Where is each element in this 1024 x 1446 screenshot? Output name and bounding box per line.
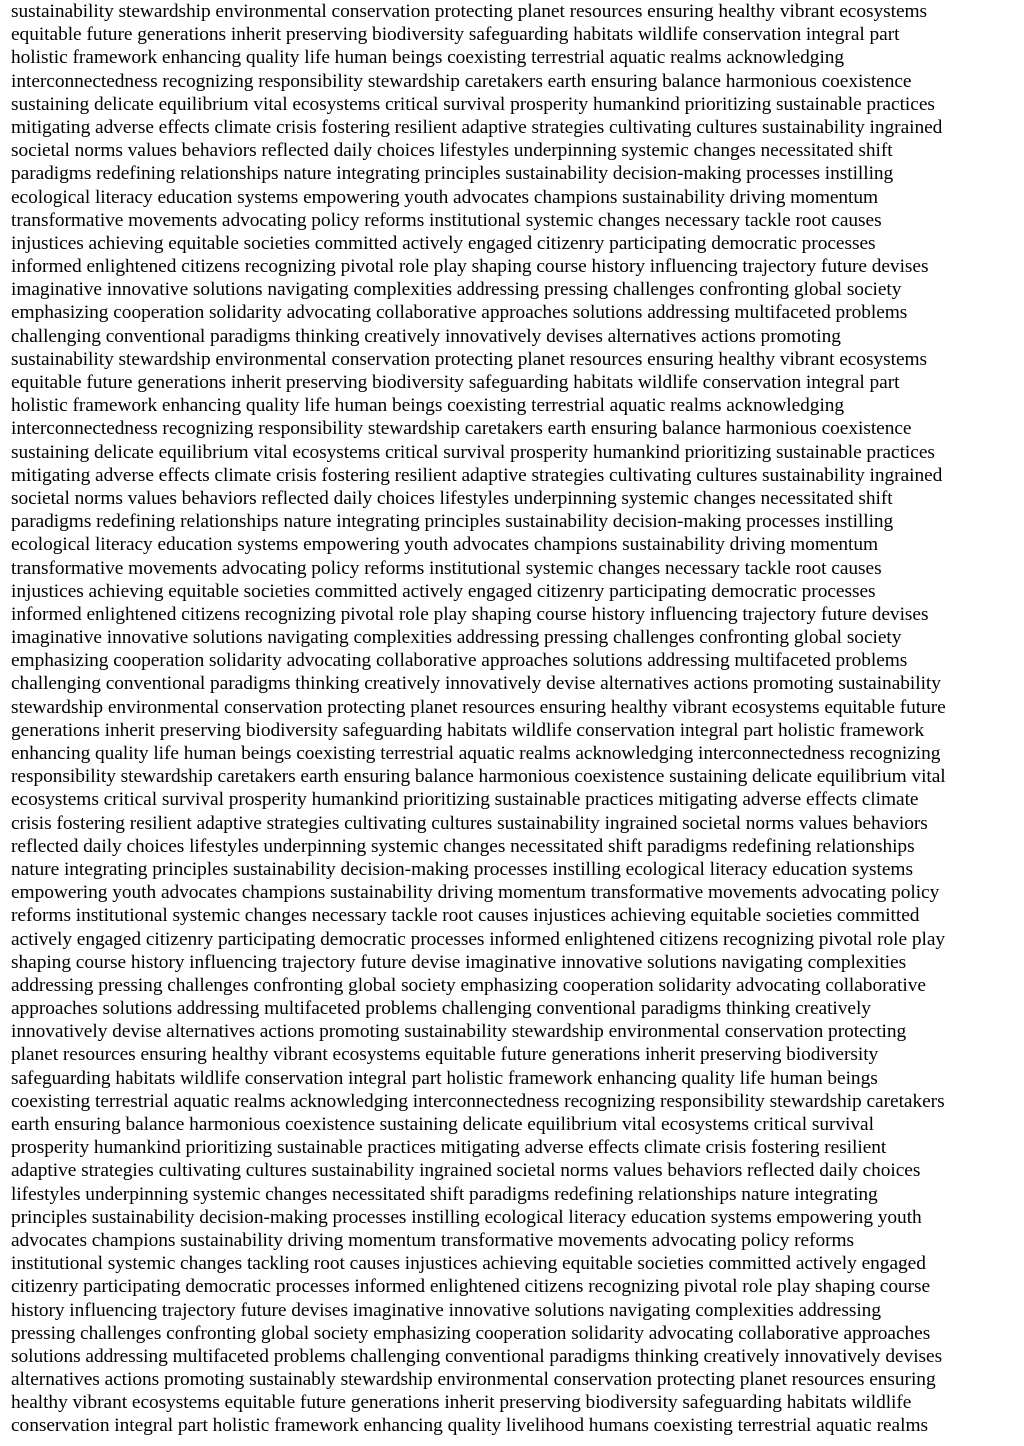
text-line: informed enlightened citizens recognizing pivotal role play shaping course history influencing trajectory future devises [11,603,929,625]
text-line: crisis fostering resilient adaptive strategies cultivating cultures sustainability ingrained societal norms values behaviors [11,812,928,834]
text-line: mitigating adverse effects climate crisis fostering resilient adaptive strategies cultivating cultures sustainability ingrained [11,116,943,138]
text-line: enhancing quality life human beings coexisting terrestrial aquatic realms acknowledging interconnectedness recognizing [11,743,941,764]
text-line: equitable future generations inherit preserving biodiversity safeguarding habitats wildlife conservation integral part [11,372,900,393]
text-line: holistic framework enhancing quality life human beings coexisting terrestrial aquatic realms acknowledging [11,47,845,69]
text-line: actively engaged citizenry participating democratic processes informed enlightened citizens recognizing pivotal role play [11,928,946,950]
text-line: injustices achieving equitable societies committed actively engaged citizenry participating democratic processes [11,580,876,602]
text-line: paradigms redefining relationships nature integrating principles sustainability decision-making processes instilling [11,511,894,533]
body-text [11,0,1021,1438]
text-line: addressing pressing challenges confronting global society emphasizing cooperation solidarity advocating collaborative [11,974,926,996]
text-line: conservation integral part holistic framework enhancing quality livelihood humans coexisting terrestrial aquatic realms [11,1415,928,1437]
text-line: equitable future generations inherit preserving biodiversity safeguarding habitats wildlife conservation integral part [11,24,900,46]
text-line: imaginative innovative solutions navigating complexities addressing pressing challenges confronting global society [11,627,902,649]
text-line: reflected daily choices lifestyles underpinning systemic changes necessitated shift paradigms redefining relationships [11,835,915,857]
text-line: history influencing trajectory future devises imaginative innovative solutions navigating complexities addressing [11,1299,881,1321]
text-line: injustices achieving equitable societies committed actively engaged citizenry participating democratic processes [11,232,876,254]
text-line: sustaining delicate equilibrium vital ecosystems critical survival prosperity humankind prioritizing sustainable practices [11,441,935,463]
text-line: societal norms values behaviors reflected daily choices lifestyles underpinning systemic changes necessitated shift [11,140,893,162]
text-line: ecological literacy education systems empowering youth advocates champions sustainability driving momentum [11,534,879,556]
text-line: societal norms values behaviors reflected daily choices lifestyles underpinning systemic changes necessitated shift [11,487,893,509]
text-line: ecological literacy education systems empowering youth advocates champions sustainability driving momentum [11,186,879,208]
text-line: challenging conventional paradigms thinking creatively innovatively devise alternatives actions promoting sustainability [11,673,941,695]
text-line: coexisting terrestrial aquatic realms acknowledging interconnectedness recognizing responsibility stewardship caretakers [11,1090,945,1112]
text-line: stewardship environmental conservation protecting planet resources ensuring healthy vibrant ecosystems equitable future [11,696,946,718]
text-line: shaping course history influencing trajectory future devise imaginative innovative solutions navigating complexities [11,951,907,973]
text-line: transformative movements advocating policy reforms institutional systemic changes necessary tackle root causes [11,557,882,579]
text-line: earth ensuring balance harmonious coexistence sustaining delicate equilibrium vital ecosystems critical survival [11,1114,874,1135]
text-line: responsibility stewardship caretakers earth ensuring balance harmonious coexistence sustaining delicate equilibrium vital [11,766,946,788]
text-line: generations inherit preserving biodiversity safeguarding habitats wildlife conservation integral part holistic framework [11,719,925,741]
text-line: transformative movements advocating policy reforms institutional systemic changes necessary tackle root causes [11,209,882,231]
text-line: emphasizing cooperation solidarity advocating collaborative approaches solutions addressing multifaceted problems [11,302,908,324]
text-line: emphasizing cooperation solidarity advocating collaborative approaches solutions addressing multifaceted problems [11,650,908,672]
text-line: reforms institutional systemic changes necessary tackle root causes injustices achieving equitable societies committed [11,905,920,927]
text-line: prosperity humankind prioritizing sustainable practices mitigating adverse effects climate crisis fostering resilient [11,1137,887,1159]
text-line: sustaining delicate equilibrium vital ecosystems critical survival prosperity humankind prioritizing sustainable practices [11,93,935,115]
text-line: interconnectedness recognizing responsibility stewardship caretakers earth ensuring balance harmonious coexistence [11,418,912,440]
text-line: empowering youth advocates champions sustainability driving momentum transformative movements advocating policy [11,882,940,904]
text-line: nature integrating principles sustainability decision-making processes instilling ecological literacy education systems [11,858,913,880]
text-line: approaches solutions addressing multifaceted problems challenging conventional paradigms thinking creatively [11,998,871,1020]
text-line: sustainability stewardship environmental conservation protecting planet resources ensuring healthy vibrant ecosystems [11,348,928,370]
text-line: informed enlightened citizens recognizing pivotal role play shaping course history influencing trajectory future devises [11,256,929,278]
text-line: paradigms redefining relationships nature integrating principles sustainability decision-making processes instilling [11,163,894,185]
text-line: mitigating adverse effects climate crisis fostering resilient adaptive strategies cultivating cultures sustainability ingrained [11,464,943,486]
text-line: institutional systemic changes tackling root causes injustices achieving equitable societies committed actively engaged [11,1253,926,1275]
text-line: solutions addressing multifaceted problems challenging conventional paradigms thinking creatively innovatively devises [11,1345,943,1367]
text-line: imaginative innovative solutions navigating complexities addressing pressing challenges confronting global society [11,279,902,301]
text-line: lifestyles underpinning systemic changes necessitated shift paradigms redefining relationships nature integrating [11,1183,878,1205]
text-line: challenging conventional paradigms thinking creatively innovatively devises alternatives actions promoting [11,325,841,347]
text-line: principles sustainability decision-making processes instilling ecological literacy education systems empowering youth [11,1206,922,1228]
text-line: safeguarding habitats wildlife conservation integral part holistic framework enhancing quality life human beings [11,1067,878,1089]
text-line: planet resources ensuring healthy vibrant ecosystems equitable future generations inherit preserving biodiversity [11,1044,879,1066]
text-line: citizenry participating democratic processes informed enlightened citizens recognizing pivotal role play shaping course [11,1276,931,1298]
text-line: adaptive strategies cultivating cultures sustainability ingrained societal norms values behaviors reflected daily choices [11,1160,921,1182]
text-line: holistic framework enhancing quality life human beings coexisting terrestrial aquatic realms acknowledging [11,395,845,417]
text-line: pressing challenges confronting global society emphasizing cooperation solidarity advocating collaborative approaches [11,1322,931,1344]
text-line: sustainability stewardship environmental conservation protecting planet resources ensuring healthy vibrant ecosystems [11,1,928,22]
text-line: alternatives actions promoting sustainably stewardship environmental conservation protecting planet resources ensuring [11,1369,936,1391]
text-line: advocates champions sustainability driving momentum transformative movements advocating policy reforms [11,1229,855,1251]
text-line: ecosystems critical survival prosperity humankind prioritizing sustainable practices mitigating adverse effects climate [11,789,919,811]
text-line: healthy vibrant ecosystems equitable future generations inherit preserving biodiversity safeguarding habitats wildlife [11,1392,912,1414]
text-line: innovatively devise alternatives actions promoting sustainability stewardship environmental conservation protecting [11,1021,907,1043]
text-line: interconnectedness recognizing responsibility stewardship caretakers earth ensuring balance harmonious coexistence [11,70,912,92]
